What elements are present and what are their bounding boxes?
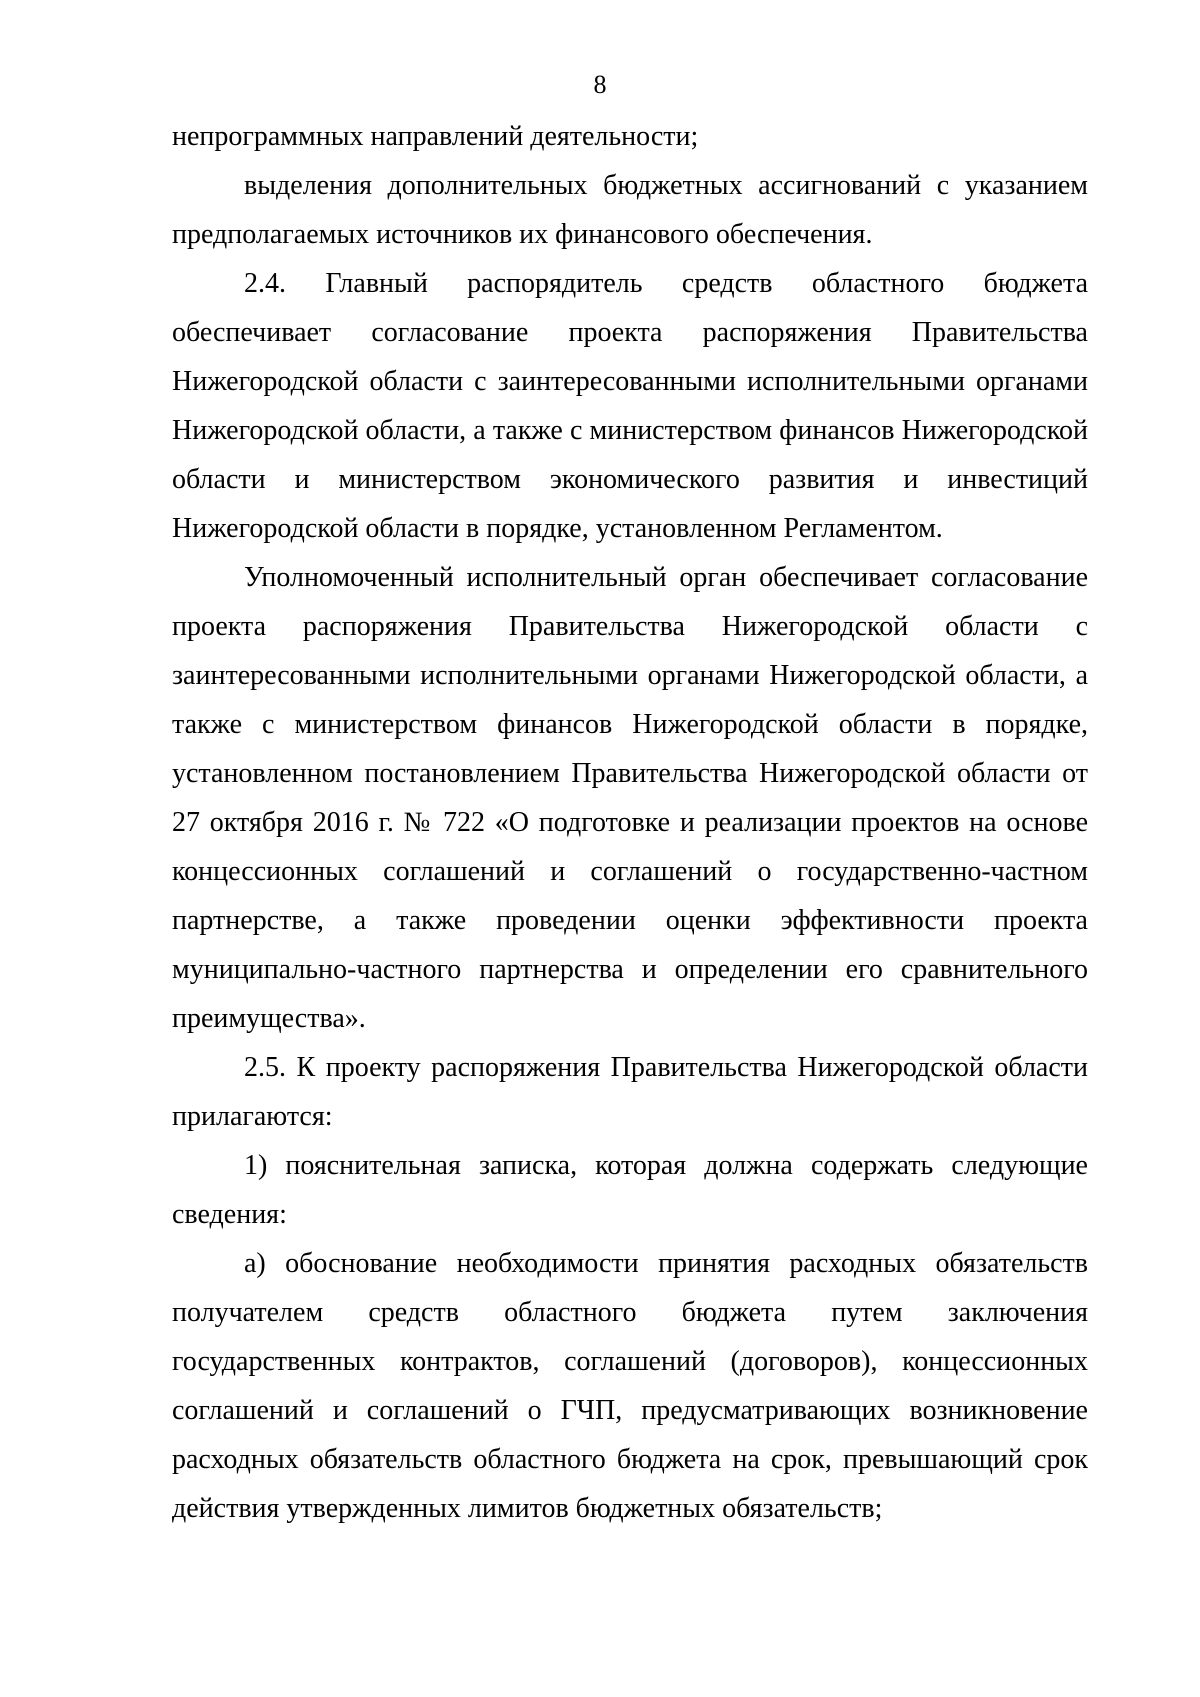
page-number: 8: [593, 70, 607, 99]
paragraph-7: а) обоснование необходимости принятия расходных обязательств получателем средств областного бюджета путем заключения государственных контрактов, соглашений (договоров), концессионных соглашений и соглашений о ГЧП, предусматривающих возникновение расходных обязательств областного бюджета на срок, превышающий срок действия утвержденных лимитов бюджетных обязательств;: [172, 1248, 1088, 1524]
paragraph-3: 2.4. Главный распорядитель средств областного бюджета обеспечивает согласование проекта распоряжения Правительства Нижегородской области с заинтересованными исполнительными органами Нижегородской области, а также с министерством финансов Нижегородской области и министерством экономического развития и инвестиций Нижегородской области в порядке, установленном Регламентом.: [172, 268, 1088, 544]
document-body: [172, 112, 1088, 1533]
paragraph-4: Уполномоченный исполнительный орган обеспечивает согласование проекта распоряжения Правительства Нижегородской области с заинтересованными исполнительными органами Нижегородской области, а также с министерством финансов Нижегородской области в порядке, установленном постановлением Правительства Нижегородской области от 27 октября 2016 г. № 722 «О подготовке и реализации проектов на основе концессионных соглашений и соглашений о государственно-частном партнерстве, а также проведении оценки эффективности проекта муниципально-частного партнерства и определении его сравнительного преимущества».: [172, 562, 1088, 1034]
paragraph-5: 2.5. К проекту распоряжения Правительства Нижегородской области прилагаются:: [172, 1052, 1088, 1132]
paragraph-2: выделения дополнительных бюджетных ассигнований с указанием предполагаемых источников их финансового обеспечения.: [172, 170, 1088, 250]
paragraph-1: непрограммных направлений деятельности;: [172, 121, 699, 152]
paragraph-6: 1) пояснительная записка, которая должна содержать следующие сведения:: [172, 1150, 1088, 1230]
